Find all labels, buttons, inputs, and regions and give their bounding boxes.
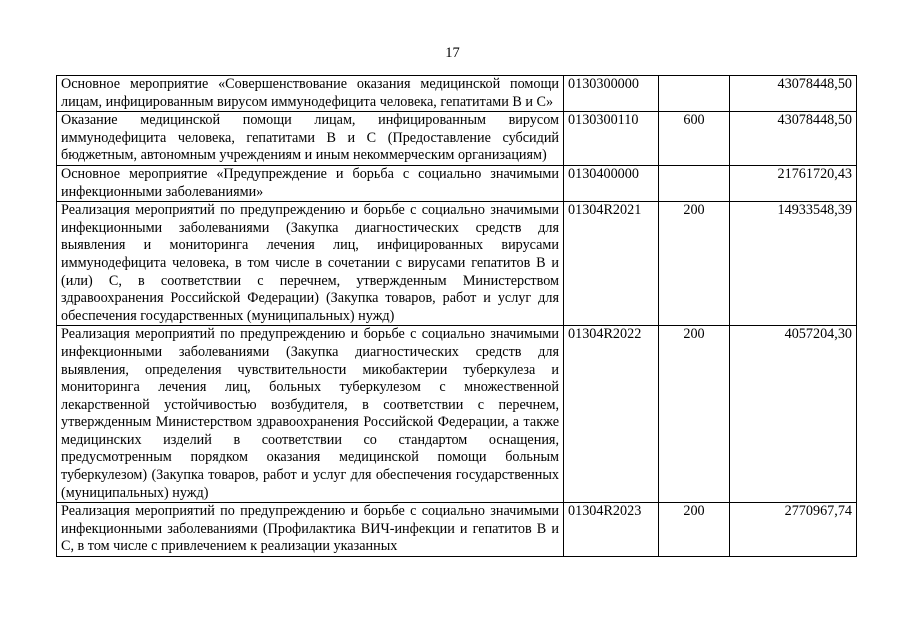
row-name-cell: Реализация мероприятий по предупреждению и борьбе с социально значимыми инфекционными заболеваниями (Профилактика ВИЧ-инфекции и гепатитов В и С, в том числе с привлечением к реализации указанных <box>57 503 564 557</box>
table-row <box>57 112 857 166</box>
budget-table <box>56 75 857 557</box>
row-code-cell: 0130400000 <box>564 165 659 201</box>
row-code-cell: 01304R2021 <box>564 202 659 326</box>
row-name-cell: Основное мероприятие «Предупреждение и борьба с социально значимыми инфекционными заболеваниями» <box>57 165 564 201</box>
row-name-cell: Реализация мероприятий по предупреждению и борьбе с социально значимыми инфекционными заболеваниями (Закупка диагностических средств для выявления, определения чувствительности микобактерии туберкулеза и мониторинга лечения лиц, больных туберкулезом с множественной лекарственной устойчивостью возбудителя, в соответствии с перечнем, утвержденным Министерством здравоохранения Российской Федерации, а также медицинских изделий в соответствии со стандартом оснащения, предусмотренным порядком оказания медицинской помощи больным туберкулезом) (Закупка товаров, работ и услуг для обеспечения государственных (муниципальных) нужд) <box>57 326 564 503</box>
row-code-cell: 01304R2023 <box>564 503 659 557</box>
row-type-cell: 200 <box>659 202 730 326</box>
row-type-cell: 600 <box>659 112 730 166</box>
row-sum-cell: 14933548,39 <box>730 202 857 326</box>
row-type-cell <box>659 76 730 112</box>
row-sum-cell: 2770967,74 <box>730 503 857 557</box>
row-sum-cell: 4057204,30 <box>730 326 857 503</box>
row-code-cell: 0130300000 <box>564 76 659 112</box>
table-row <box>57 503 857 557</box>
page-number: 17 <box>445 45 460 61</box>
row-sum-cell: 21761720,43 <box>730 165 857 201</box>
row-type-cell: 200 <box>659 326 730 503</box>
table-row <box>57 165 857 201</box>
table-row <box>57 326 857 503</box>
table-row <box>57 202 857 326</box>
row-sum-cell: 43078448,50 <box>730 112 857 166</box>
row-code-cell: 0130300110 <box>564 112 659 166</box>
row-name-cell: Оказание медицинской помощи лицам, инфицированным вирусом иммунодефицита человека, гепатитами В и С (Предоставление субсидий бюджетным, автономным учреждениям и иным некоммерческим организациям) <box>57 112 564 166</box>
table-row <box>57 76 857 112</box>
row-name-cell: Реализация мероприятий по предупреждению и борьбе с социально значимыми инфекционными заболеваниями (Закупка диагностических средств для выявления и мониторинга лечения лиц, инфицированных вирусами иммунодефицита человека, в том числе в сочетании с вирусами гепатитов В и (или) С, в соответствии с перечнем, утвержденным Министерством здравоохранения Российской Федерации) (Закупка товаров, работ и услуг для обеспечения государственных (муниципальных) нужд) <box>57 202 564 326</box>
row-type-cell <box>659 165 730 201</box>
row-name-cell: Основное мероприятие «Совершенствование оказания медицинской помощи лицам, инфицированным вирусом иммунодефицита человека, гепатитами В и С» <box>57 76 564 112</box>
row-type-cell: 200 <box>659 503 730 557</box>
row-sum-cell: 43078448,50 <box>730 76 857 112</box>
row-code-cell: 01304R2022 <box>564 326 659 503</box>
